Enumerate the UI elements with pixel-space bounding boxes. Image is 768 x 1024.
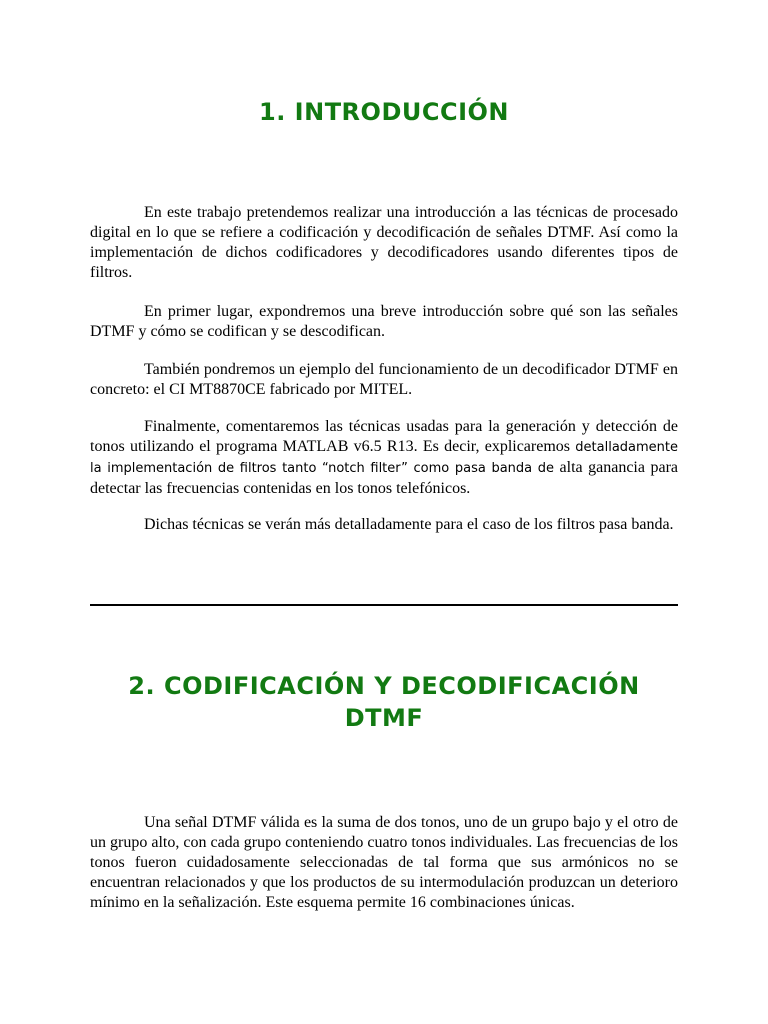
intro-paragraph-1: En este trabajo pretendemos realizar una introducción a las técnicas de procesado digital en lo que se refiere a codificación y decodificación de señales DTMF. Así como la implementación de dichos codificadores y decodificadores usando diferentes tipos de filtros. <box>90 204 678 281</box>
intro-paragraph-4-part-3: alta ganancia para detectar las frecuencias contenidas en los tonos telefónicos. <box>90 459 678 497</box>
intro-paragraph-5: Dichas técnicas se verán más detalladamente para el caso de los filtros pasa banda. <box>144 516 674 533</box>
intro-paragraph-4 <box>90 417 678 499</box>
intro-paragraph-2: En primer lugar, expondremos una breve introducción sobre qué son las señales DTMF y cómo se codifican y se descodifican. <box>90 303 678 340</box>
section-2-heading <box>90 670 678 734</box>
section-divider <box>90 604 678 606</box>
section-2-heading-line-2: DTMF <box>344 704 424 732</box>
intro-paragraph-4-part-2: detalladamente la implementación de filtros tanto “notch filter” como pasa banda de <box>90 440 678 476</box>
intro-paragraph-4-part-1: Finalmente, comentaremos las técnicas usadas para la generación y detección de tonos utilizando el programa MATLAB v6.5 R13. Es decir, explicaremos <box>90 418 678 455</box>
intro-paragraph-3: También pondremos un ejemplo del funcionamiento de un decodificador DTMF en concreto: el CI MT8870CE fabricado por MITEL. <box>90 361 678 398</box>
section-2-heading-line-1: 2. CODIFICACIÓN Y DECODIFICACIÓN <box>128 672 640 700</box>
section-1-heading: 1. INTRODUCCIÓN <box>259 98 509 126</box>
section-2-paragraph-1: Una señal DTMF válida es la suma de dos tonos, uno de un grupo bajo y el otro de un grupo alto, con cada grupo conteniendo cuatro tonos individuales. Las frecuencias de los tonos fueron cuidadosamente seleccionadas de tal forma que sus armónicos no se encuentran relacionados y que los productos de su intermodulación produzcan un deterioro mínimo en la señalización. Este esquema permite 16 combinaciones únicas. <box>90 814 678 911</box>
